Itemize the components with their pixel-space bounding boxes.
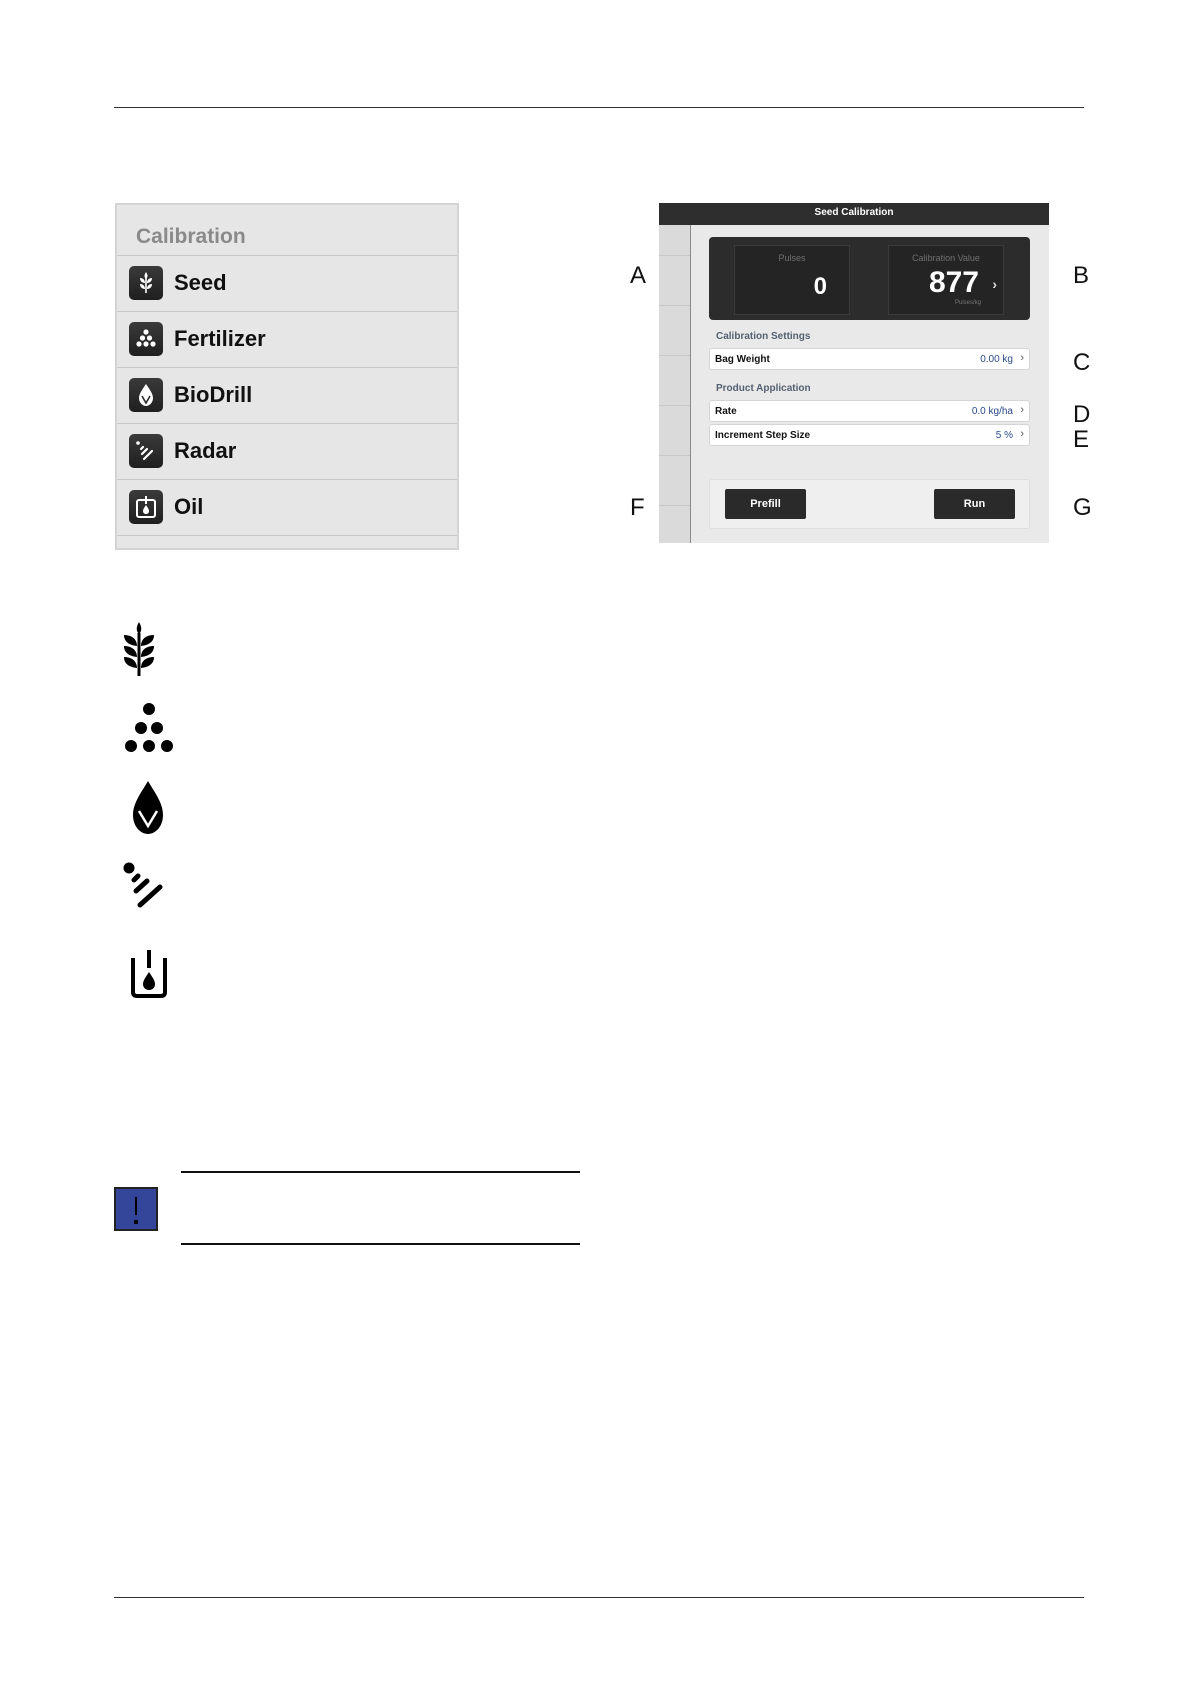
biodrill-icon xyxy=(131,781,165,840)
menu-item-label: BioDrill xyxy=(174,382,253,407)
pulses-box xyxy=(734,245,850,315)
pulses-value: 0 xyxy=(813,273,827,300)
prefill-button[interactable]: Prefill xyxy=(725,489,806,519)
calibration-menu xyxy=(115,203,459,550)
screen-header xyxy=(659,203,1049,225)
seed-icon xyxy=(129,266,163,300)
screen-sidebar xyxy=(659,225,691,543)
note-bottom-rule xyxy=(181,1243,580,1245)
calibration-value: 877 xyxy=(928,266,979,299)
menu-item-fertilizer[interactable] xyxy=(117,311,457,367)
bag-weight-row[interactable] xyxy=(709,348,1030,370)
bag-weight-label: Bag Weight xyxy=(715,354,770,365)
menu-item-biodrill[interactable] xyxy=(117,367,457,423)
seed-calibration-screen xyxy=(659,203,1049,543)
pulses-caption: Pulses xyxy=(778,253,806,263)
calibration-menu-title: Calibration xyxy=(136,225,246,248)
action-bar xyxy=(709,479,1030,529)
callout-d: D xyxy=(1073,401,1091,428)
rate-value: 0.0 kg/ha xyxy=(971,406,1013,417)
radar-icon xyxy=(129,434,163,468)
menu-item-label: Radar xyxy=(174,438,237,463)
calibration-value-caption: Calibration Value xyxy=(912,253,980,263)
callout-e: E xyxy=(1073,426,1090,453)
menu-item-label: Fertilizer xyxy=(174,326,266,351)
increment-step-size-label: Increment Step Size xyxy=(715,430,811,441)
footer-rule xyxy=(114,1597,1084,1598)
fertilizer-icon xyxy=(122,701,176,760)
calibration-unit: Pulses/kg xyxy=(954,300,981,306)
radar-icon xyxy=(120,860,176,921)
fertilizer-icon xyxy=(129,322,163,356)
product-application-heading: Product Application xyxy=(716,383,811,394)
calibration-value-box[interactable] xyxy=(888,245,1004,315)
chevron-right-icon: › xyxy=(1020,428,1024,440)
oil-icon xyxy=(129,950,169,1005)
callout-b: B xyxy=(1073,262,1090,289)
chevron-right-icon: › xyxy=(1020,352,1024,364)
run-button[interactable]: Run xyxy=(934,489,1015,519)
chevron-right-icon: › xyxy=(992,276,997,292)
callout-c: C xyxy=(1073,349,1091,376)
header-rule xyxy=(114,107,1084,108)
note-top-rule xyxy=(181,1171,580,1173)
bag-weight-value: 0.00 kg xyxy=(980,354,1013,365)
oil-icon xyxy=(129,490,163,524)
menu-item-seed[interactable] xyxy=(117,255,457,311)
increment-step-size-row[interactable] xyxy=(709,424,1030,446)
seed-icon xyxy=(118,622,160,681)
callout-g: G xyxy=(1073,494,1092,521)
calibration-settings-heading: Calibration Settings xyxy=(716,331,811,342)
rate-row[interactable] xyxy=(709,400,1030,422)
menu-item-oil[interactable] xyxy=(117,479,457,535)
biodrill-icon xyxy=(129,378,163,412)
menu-item-radar[interactable] xyxy=(117,423,457,479)
chevron-right-icon: › xyxy=(1020,404,1024,416)
menu-item-label: Oil xyxy=(174,494,204,519)
callout-a: A xyxy=(630,262,647,289)
exclamation-icon xyxy=(114,1187,158,1231)
increment-step-size-value: 5 % xyxy=(995,430,1013,441)
callout-f: F xyxy=(630,494,645,521)
rate-label: Rate xyxy=(715,406,737,417)
menu-item-label: Seed xyxy=(174,270,227,295)
readout-panel xyxy=(709,237,1030,320)
menu-divider xyxy=(117,535,457,536)
screen-title: Seed Calibration xyxy=(814,207,894,218)
